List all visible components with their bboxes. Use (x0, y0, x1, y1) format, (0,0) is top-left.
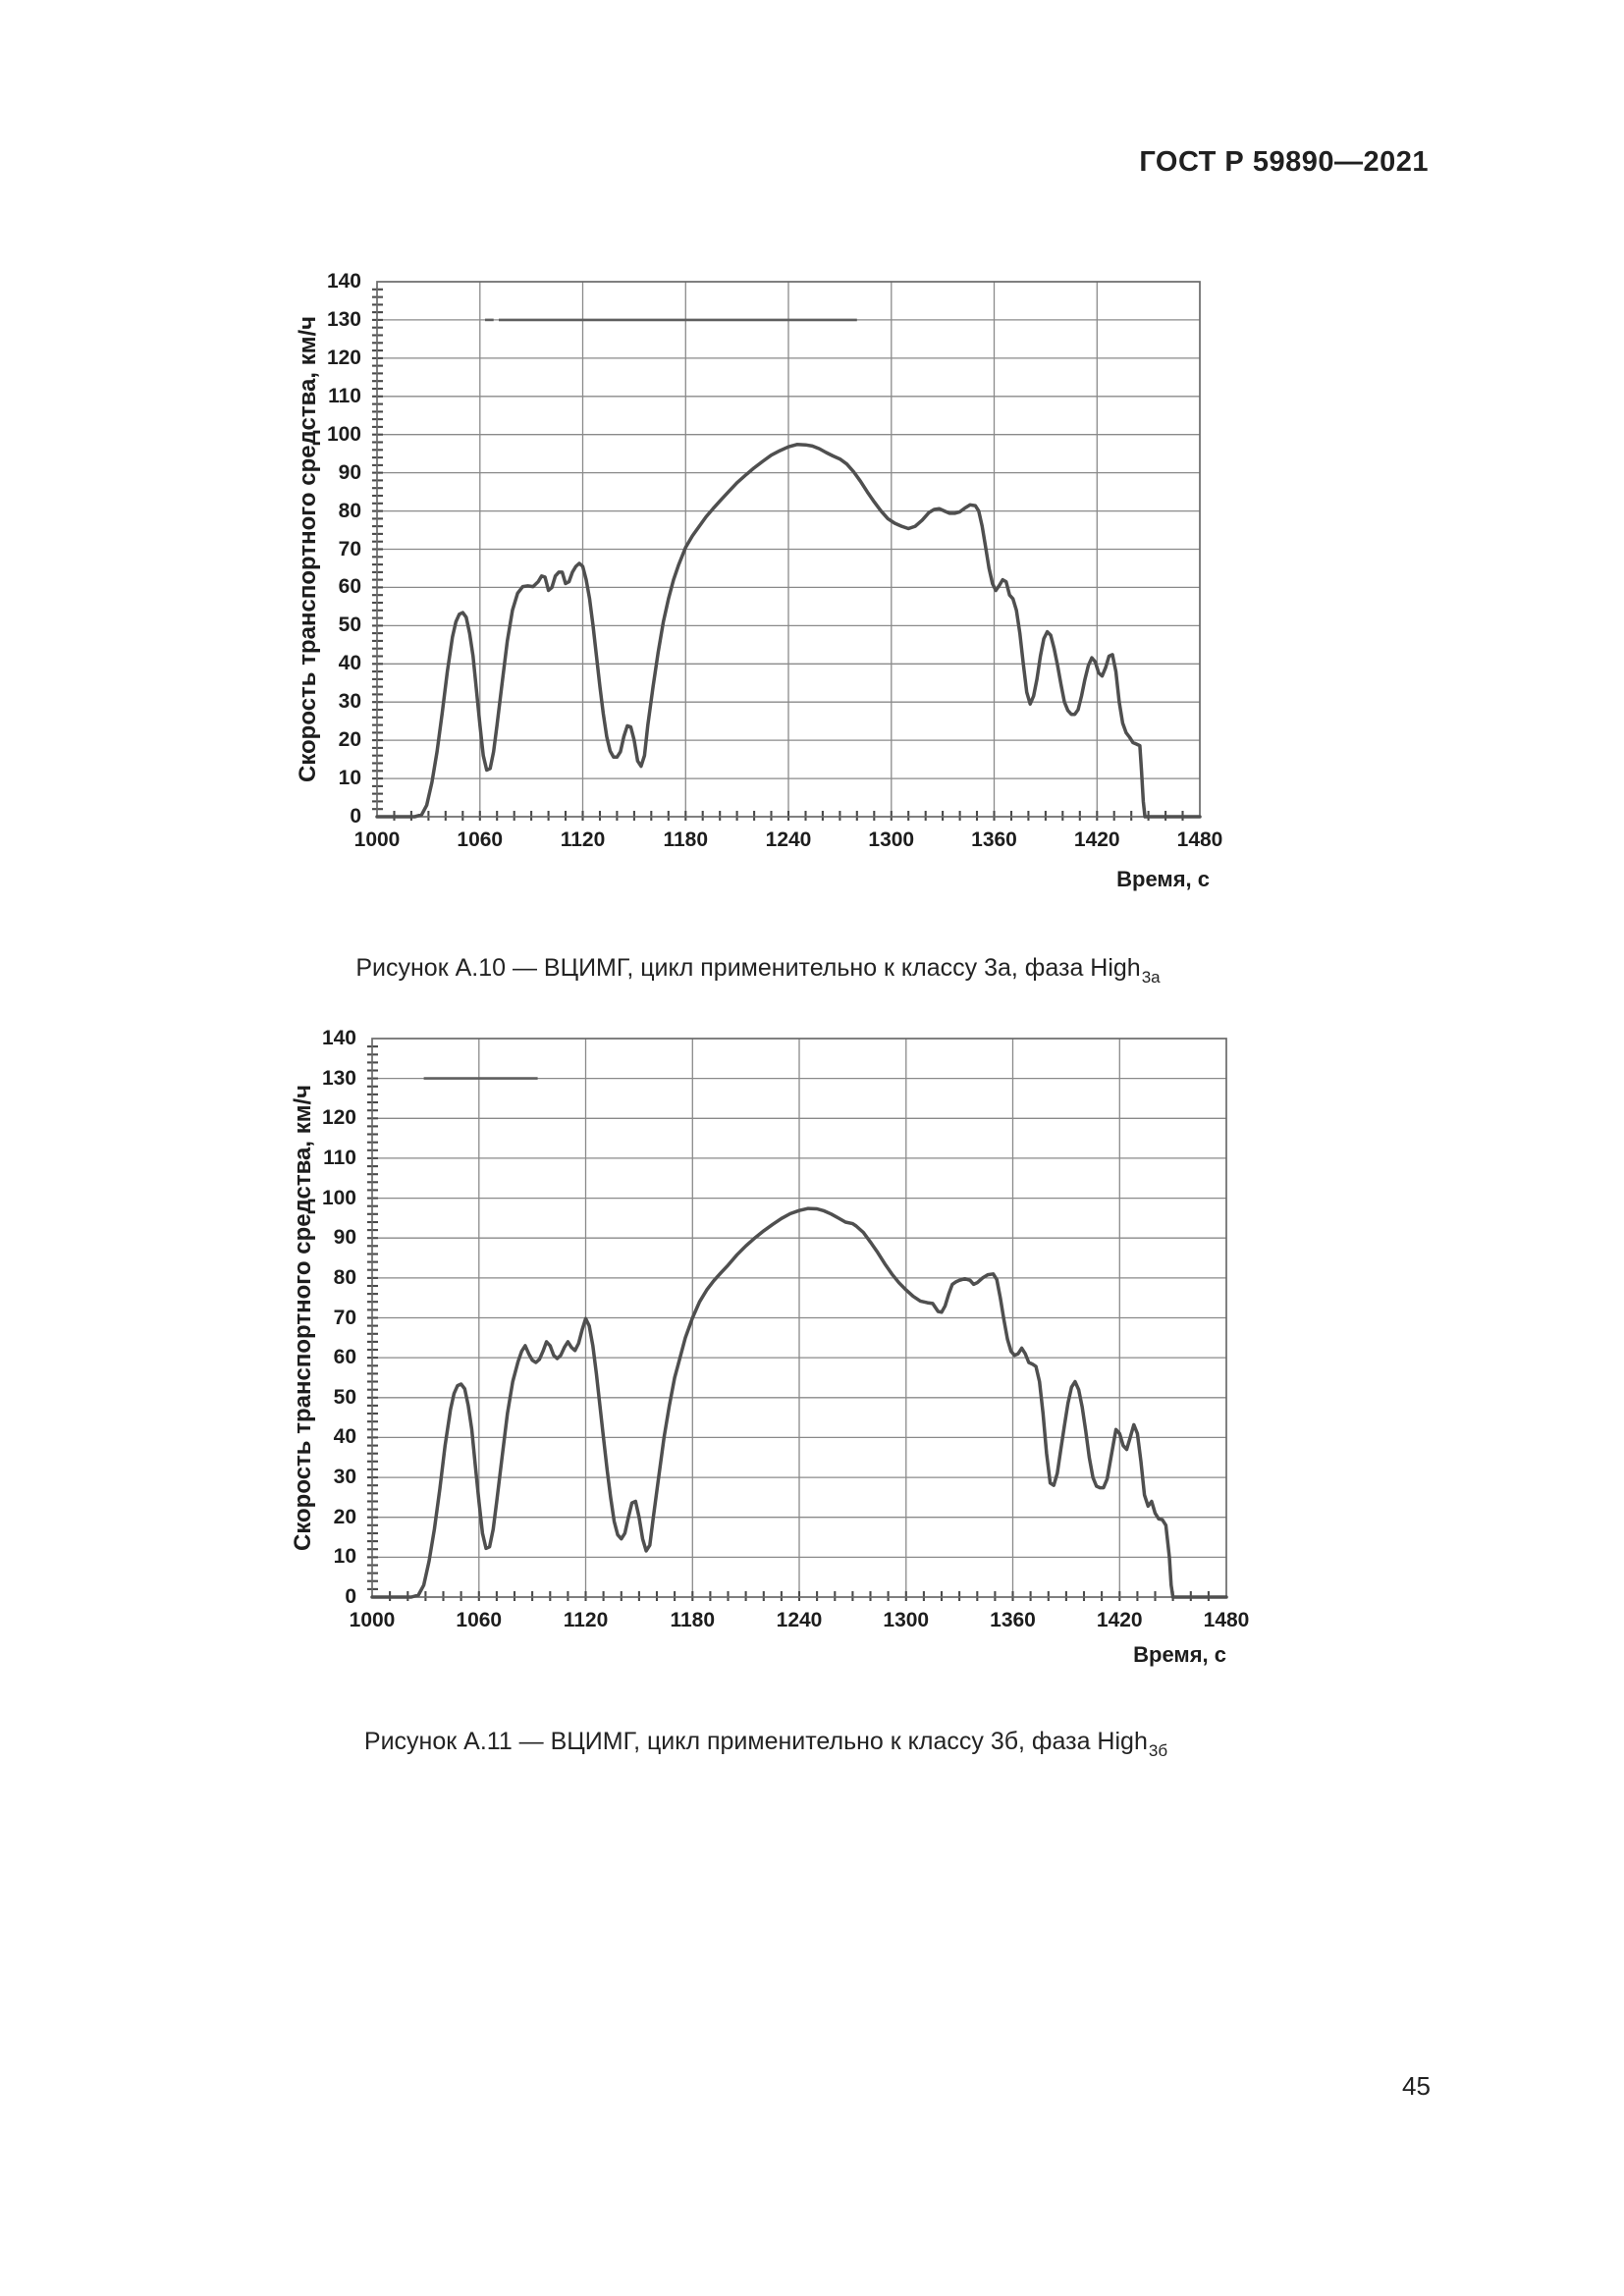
y-tick-label: 120 (326, 346, 361, 369)
y-tick-label: 140 (326, 270, 361, 293)
y-tick-label: 10 (338, 767, 361, 790)
y-tick-label: 80 (338, 499, 361, 522)
x-tick-label: 1360 (990, 1609, 1036, 1631)
figure-a10 (295, 270, 1223, 987)
figure-caption-subscript: 3б (1148, 1741, 1168, 1760)
document-header: ГОСТ Р 59890—2021 (1139, 146, 1429, 178)
y-tick-label: 20 (333, 1505, 356, 1528)
y-tick-label: 0 (345, 1585, 356, 1608)
y-tick-label: 70 (338, 537, 361, 561)
y-tick-label: 60 (338, 575, 361, 599)
page-number: 45 (1402, 2071, 1431, 2101)
y-tick-label: 130 (326, 307, 361, 331)
figure-caption-subscript: 3а (1141, 968, 1161, 987)
x-axis-title: Время, с (1133, 1642, 1226, 1667)
x-tick-label: 1180 (663, 828, 709, 851)
figure-caption (0, 1728, 1532, 1761)
x-tick-label: 1120 (560, 828, 606, 851)
figure-caption-text: Рисунок А.11 — ВЦИМГ, цикл применительно к классу 3б, фаза High (363, 1728, 1148, 1755)
y-tick-label: 50 (338, 614, 361, 637)
x-tick-label: 1420 (1073, 828, 1120, 851)
y-tick-label: 120 (321, 1106, 356, 1130)
y-tick-label: 60 (333, 1346, 356, 1369)
x-tick-label: 1060 (457, 828, 504, 851)
y-tick-label: 100 (326, 422, 361, 446)
y-tick-label: 0 (350, 805, 361, 828)
y-tick-label: 80 (333, 1265, 356, 1289)
x-tick-label: 1000 (353, 828, 401, 851)
y-tick-label: 30 (333, 1466, 356, 1489)
x-tick-label: 1480 (1203, 1609, 1250, 1631)
y-tick-label: 30 (338, 690, 361, 714)
figure-caption (0, 954, 1516, 988)
plot-area (360, 1027, 1238, 1609)
y-tick-label: 140 (321, 1027, 356, 1049)
y-tick-label: 90 (338, 460, 361, 484)
y-tick-label: 20 (338, 728, 361, 752)
figure-a11 (290, 1027, 1250, 1760)
y-tick-label: 130 (321, 1066, 356, 1090)
y-tick-label: 10 (333, 1545, 356, 1569)
y-tick-label: 100 (321, 1186, 356, 1209)
x-tick-label: 1000 (349, 1609, 396, 1631)
y-axis-title: Скорость транспортного средства, км/ч (295, 315, 321, 782)
x-axis-title: Время, с (1116, 867, 1210, 891)
x-tick-label: 1420 (1096, 1609, 1143, 1631)
x-tick-label: 1300 (883, 1609, 930, 1631)
x-tick-label: 1060 (456, 1609, 503, 1631)
y-tick-label: 40 (338, 652, 361, 675)
x-tick-label: 1360 (971, 828, 1017, 851)
y-axis-title: Скорость транспортного средства, км/ч (290, 1084, 316, 1551)
x-tick-label: 1480 (1176, 828, 1223, 851)
y-tick-label: 110 (328, 384, 361, 407)
x-tick-label: 1240 (776, 1609, 823, 1631)
plot-area (365, 270, 1212, 828)
y-tick-label: 50 (333, 1385, 356, 1409)
y-tick-label: 110 (323, 1146, 356, 1169)
x-tick-label: 1120 (563, 1609, 609, 1631)
x-tick-label: 1240 (765, 828, 812, 851)
x-tick-label: 1180 (670, 1609, 716, 1631)
y-tick-label: 40 (333, 1425, 356, 1449)
y-tick-label: 70 (333, 1306, 356, 1329)
y-tick-label: 90 (333, 1226, 356, 1250)
figure-caption-text: Рисунок А.10 — ВЦИМГ, цикл применительно к классу 3а, фаза High (355, 954, 1141, 982)
x-tick-label: 1300 (868, 828, 915, 851)
